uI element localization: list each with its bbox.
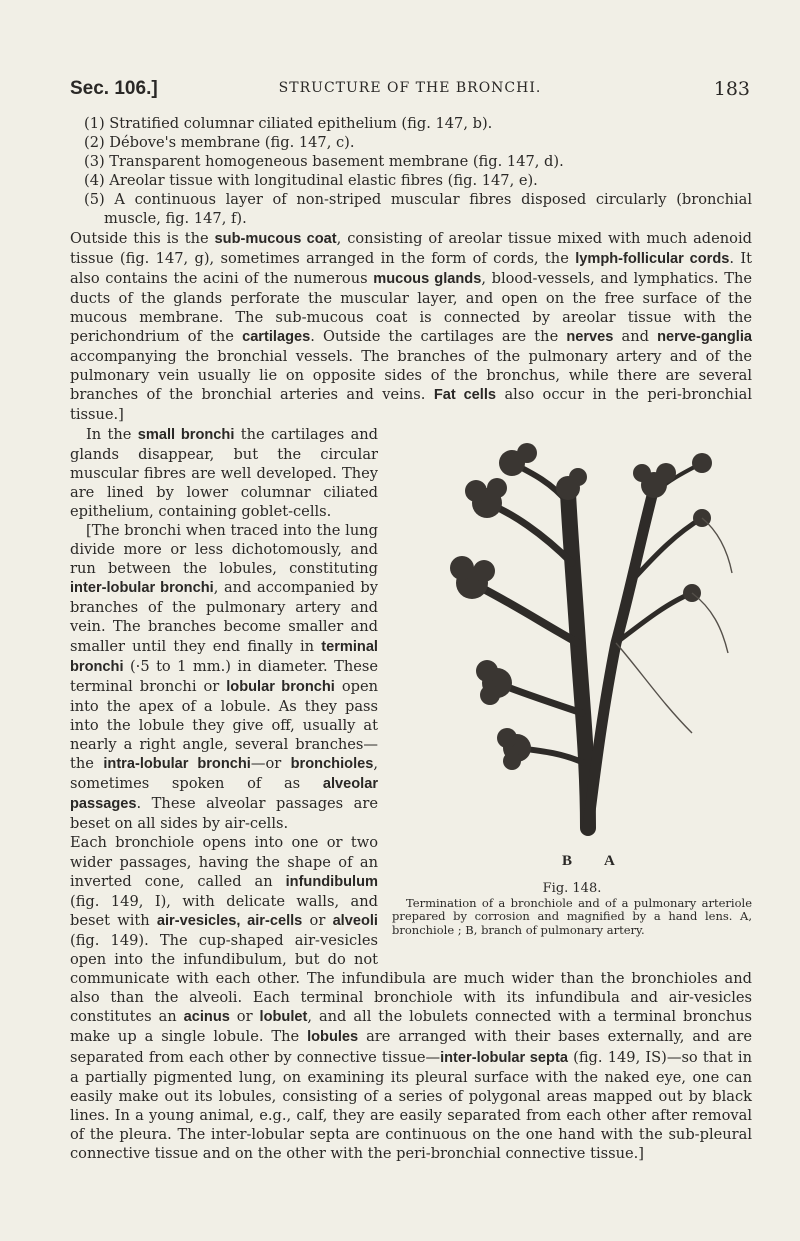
figure-148 xyxy=(392,433,752,948)
section-number: Sec. 106.] xyxy=(70,78,158,99)
page-number: 183 xyxy=(713,78,750,100)
figure-number: Fig. 148. xyxy=(542,880,602,896)
paragraph-small-bronchi: In the small bronchi the cartilages and glands disappear, but the circular muscular fibres are well developed. They are lined by lower columnar ciliated epithelium, containing goblet-cells. xyxy=(70,425,379,520)
list-item: (2) Débove's membrane (fig. 147, c). xyxy=(84,134,355,152)
body-text xyxy=(70,114,752,1163)
running-title: STRUCTURE OF THE BRONCHI. xyxy=(278,80,542,96)
paragraph-infundibulum: Each bronchiole opens into one or two wider passages, having the shape of an inverted cone, called an infundibulum (fig. 149, I), with delicate walls, and beset with air-vesicles, air-cells or alveoli (fig. 149). The cup-shaped air-vesicles open into the infundibulum, but do not communicate with each other. The infundibula are much wider than the bronchioles and also than the alveoli. Each terminal bronchiole with its infundibula and air-vesicles constitutes an acinus or lobulet, and all the lobulets connected with a terminal bronchus make up a single lobule. The lobules are arranged with their bases externally, and are separated from each other by connective tissue—inter-lobular septa (fig. 149, IS)—so that in a partially pigmented lung, on examining its pleural surface with the naked eye, one can easily make out its lobules, consisting of a series of polygonal areas mapped out by black lines. In a young animal, e.g., calf, they are easily separated from each other after removal of the pleura. The inter-lobular septa are continuous on the one hand with the sub-pleural connective tissue and on the other with the peri-bronchial connective tissue.] xyxy=(70,834,752,1162)
paragraph-submucous: Outside this is the sub-mucous coat, consisting of areolar tissue mixed with much adenoid tissue (fig. 147, g), sometimes arranged in the form of cords, the lymph-follicular cords. It also contains the acini of the numerous mucous glands, blood-vessels, and lymphatics. The ducts of the glands perforate the muscular layer, and open on the free surface of the mucous membrane. The sub-mucous coat is connected by areolar tissue with the perichondrium of the cartilages. Outside the cartilages are the nerves and nerve-ganglia accompanying the bronchial vessels. The branches of the pulmonary artery and of the pulmonary vein usually lie on opposite sides of the bronchus, while there are several branches of the bronchial arteries and veins. Fat cells also occur in the peri-bronchial tissue.] xyxy=(70,229,752,424)
list-item: (5) A continuous layer of non-striped muscular fibres disposed circularly (bronchial muscle, fig. 147, f). xyxy=(84,191,752,228)
running-header xyxy=(70,78,750,102)
bronchiole-corrosion-illustration xyxy=(392,433,752,873)
list-item: (4) Areolar tissue with longitudinal elastic fibres (fig. 147, e). xyxy=(84,172,538,190)
paragraph-lobular-bronchi: [The bronchi when traced into the lung divide more or less dichotomously, and run between the lobules, constituting inter-lobular bronchi, and accompanied by branches of the pulmonary artery and vein. The branches become smaller and smaller until they end finally in terminal bronchi (·5 to 1 mm.) in diameter. These terminal bronchi or lobular bronchi open into the apex of a lobule. As they pass into the lobule they give off, usually at nearly a right angle, several branches—the intra-lobular bronchi—or bronchioles, sometimes spoken of as alveolar passages. These alveolar passages are beset on all sides by air-cells. xyxy=(70,521,378,833)
label-b: B xyxy=(562,852,573,869)
label-a: A xyxy=(604,852,615,869)
figure-caption: Termination of a bronchiole and of a pulmonary arteriole prepared by corrosion and magnified by a hand lens. A, bronchiole ; B, branch of pulmonary artery. xyxy=(392,895,752,937)
layer-list xyxy=(70,114,752,229)
list-item: (3) Transparent homogeneous basement membrane (fig. 147, d). xyxy=(84,153,564,171)
list-item: (1) Stratified columnar ciliated epithelium (fig. 147, b). xyxy=(84,115,493,132)
